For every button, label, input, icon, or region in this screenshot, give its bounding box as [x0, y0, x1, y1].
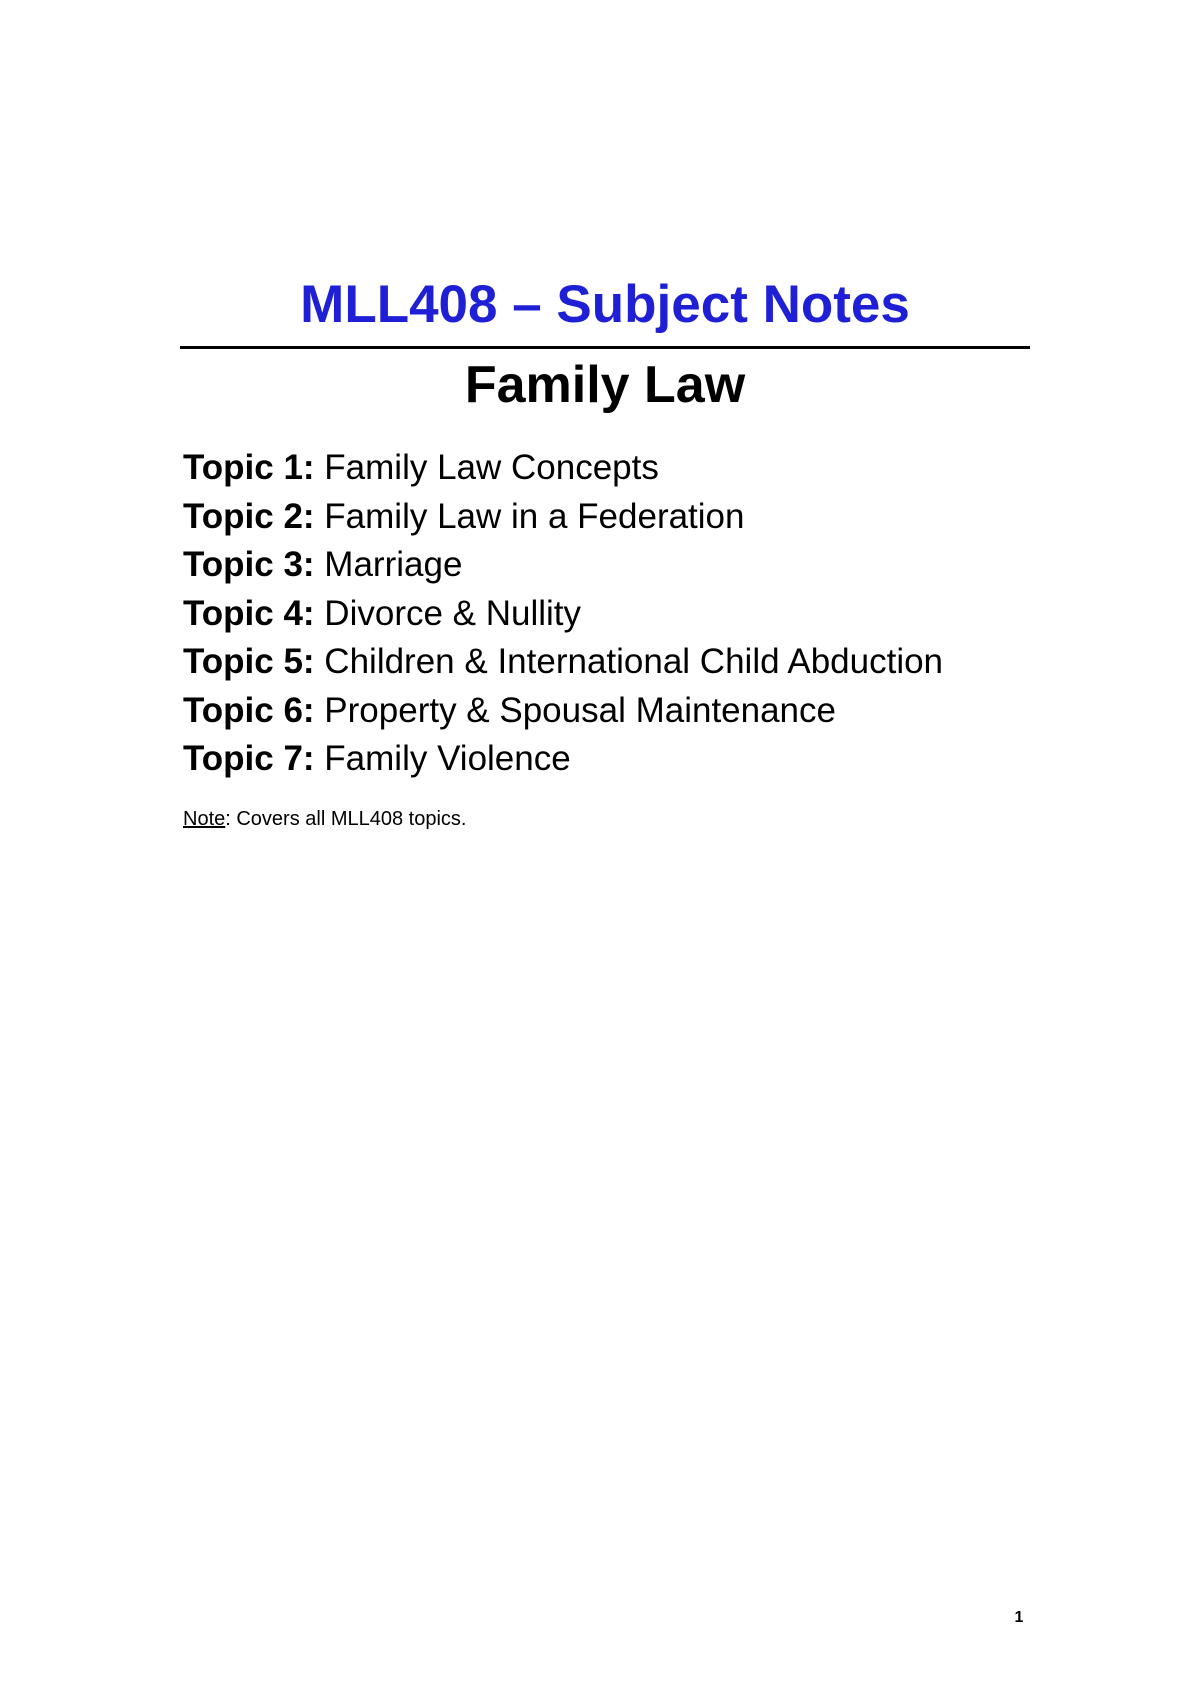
- topic-text: Property & Spousal Maintenance: [314, 690, 836, 730]
- topic-label: Topic 5:: [183, 642, 315, 681]
- page-number: 1: [1014, 1609, 1024, 1626]
- topic-label: Topic 3:: [183, 545, 315, 584]
- topic-item: [183, 735, 943, 784]
- topic-list: [183, 444, 943, 784]
- note-label: Note: [183, 808, 226, 830]
- coverage-note: [183, 806, 466, 832]
- topic-text: Children & International Child Abduction: [314, 642, 944, 681]
- topic-text: Family Law in a Federation: [314, 496, 745, 536]
- topic-label: Topic 2:: [183, 496, 315, 536]
- topic-item: [183, 687, 943, 736]
- topic-text: Family Law Concepts: [314, 448, 659, 487]
- topic-item: [183, 541, 943, 590]
- topic-label: Topic 1:: [183, 448, 315, 487]
- topic-label: Topic 6:: [183, 690, 315, 730]
- topic-text: Divorce & Nullity: [314, 593, 582, 633]
- document-title: MLL408 – Subject Notes: [300, 275, 910, 334]
- topic-item: [183, 493, 943, 542]
- note-text: : Covers all MLL408 topics.: [225, 808, 467, 830]
- topic-item: [183, 638, 943, 687]
- topic-text: Marriage: [314, 545, 463, 584]
- topic-text: Family Violence: [314, 739, 571, 778]
- topic-label: Topic 7:: [183, 739, 315, 778]
- topic-label: Topic 4:: [183, 593, 315, 633]
- topic-item: [183, 444, 943, 493]
- topic-item: [183, 590, 943, 639]
- title-divider: [180, 346, 1030, 349]
- document-subtitle: Family Law: [464, 356, 746, 414]
